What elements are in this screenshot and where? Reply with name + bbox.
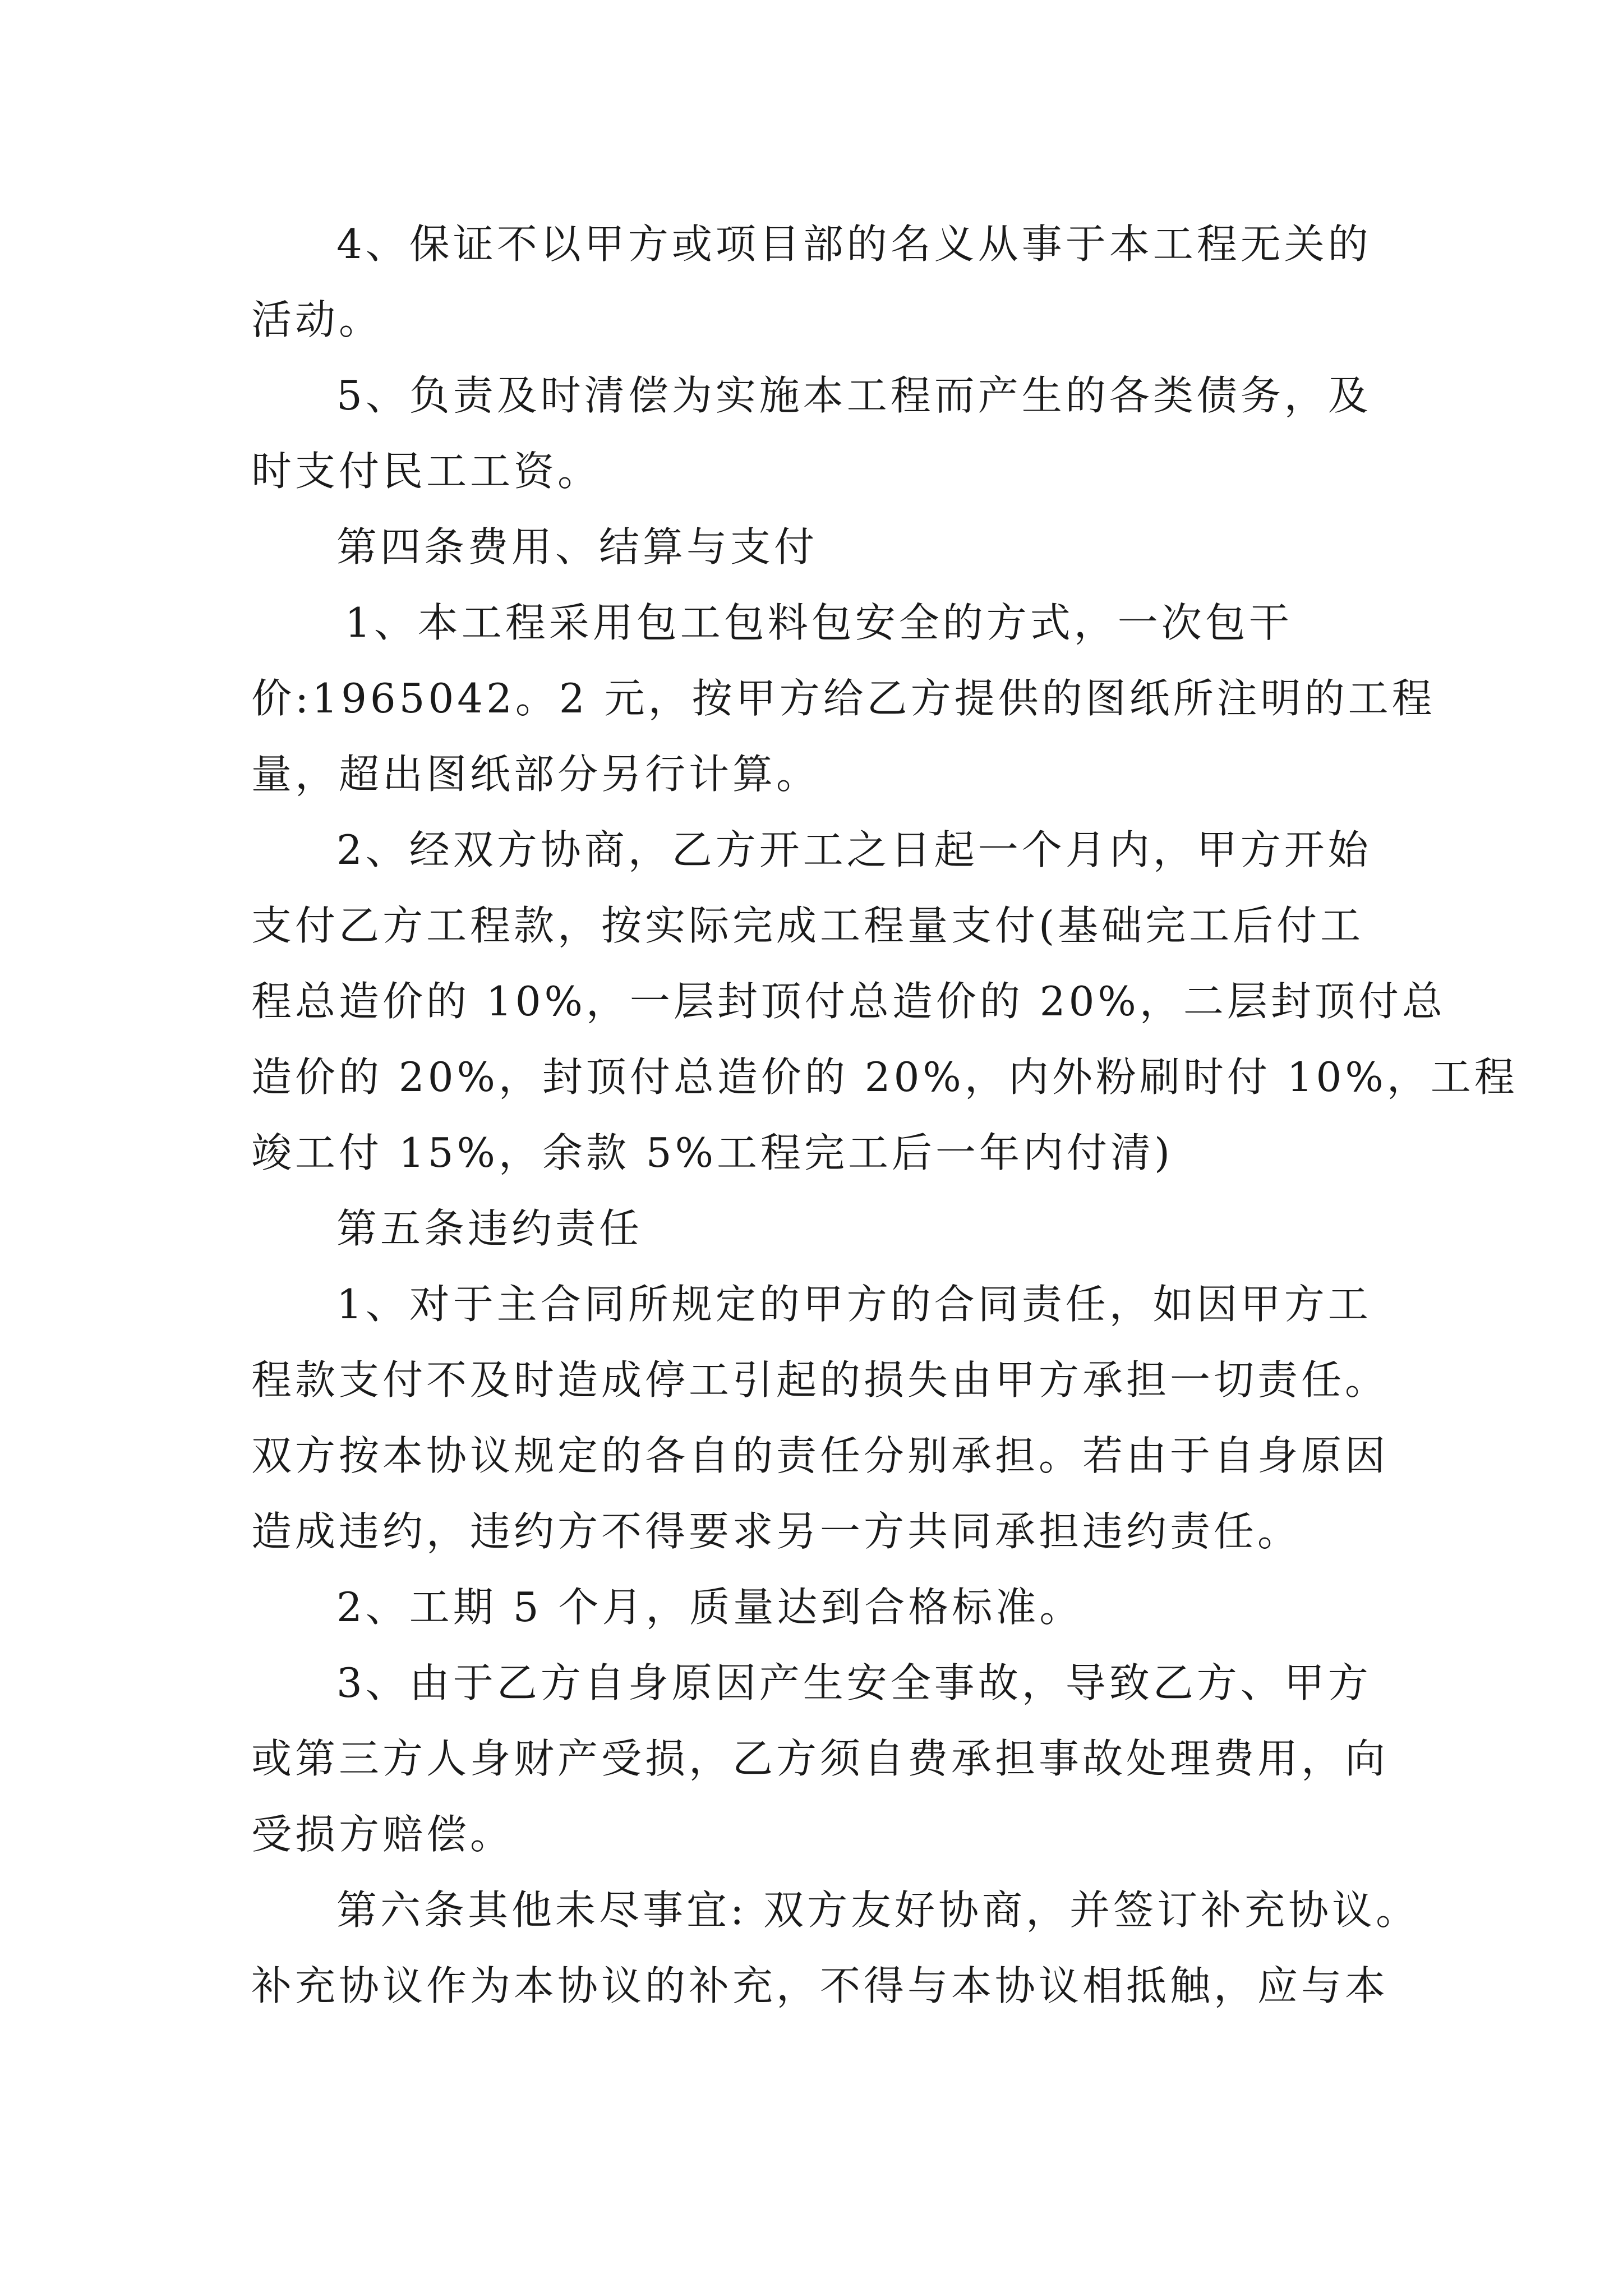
paragraph-line: 程总造价的 10%，一层封顶付总造价的 20%，二层封顶付总	[251, 978, 1446, 1025]
paragraph-line: 3、由于乙方自身原因产生安全事故，导致乙方、甲方	[336, 1659, 1372, 1706]
paragraph-line: 或第三方人身财产受损，乙方须自费承担事故处理费用，向	[251, 1735, 1389, 1782]
paragraph-line: 支付乙方工程款，按实际完成工程量支付(基础完工后付工	[251, 902, 1364, 949]
paragraph-line: 量，超出图纸部分另行计算。	[251, 751, 820, 798]
paragraph-line: 4、保证不以甲方或项目部的名义从事于本工程无关的	[336, 220, 1372, 268]
paragraph-line: 价:1965042。2 元，按甲方给乙方提供的图纸所注明的工程	[251, 675, 1436, 722]
paragraph-line: 2、经双方协商，乙方开工之日起一个月内，甲方开始	[336, 826, 1372, 873]
paragraph-line: 受损方赔偿。	[251, 1811, 514, 1858]
paragraph-line: 程款支付不及时造成停工引起的损失由甲方承担一切责任。	[251, 1356, 1389, 1404]
paragraph-line: 2、工期 5 个月，质量达到合格标准。	[336, 1584, 1083, 1631]
paragraph-line: 5、负责及时清偿为实施本工程而产生的各类债务，及	[336, 372, 1372, 419]
paragraph-line: 造成违约，违约方不得要求另一方共同承担违约责任。	[251, 1508, 1302, 1555]
paragraph-line: 1、对于主合同所规定的甲方的合同责任，如因甲方工	[336, 1281, 1372, 1328]
paragraph-line: 时支付民工工资。	[251, 448, 602, 495]
paragraph-line: 双方按本协议规定的各自的责任分别承担。若由于自身原因	[251, 1432, 1389, 1479]
paragraph-line: 造价的 20%，封顶付总造价的 20%，内外粉刷时付 10%，工程	[251, 1053, 1518, 1101]
paragraph-line: 竣工付 15%，余款 5%工程完工后一年内付清)	[251, 1129, 1174, 1176]
paragraph-line: 补充协议作为本协议的补充，不得与本协议相抵触，应与本	[251, 1962, 1389, 2009]
paragraph-line: 活动。	[251, 296, 383, 343]
section-heading: 第四条费用、结算与支付	[336, 523, 818, 570]
paragraph-line: 1、本工程采用包工包料包安全的方式，一次包干	[345, 599, 1293, 646]
section-heading: 第五条违约责任	[336, 1205, 643, 1252]
section-heading: 第六条其他未尽事宜: 双方友好协商，并签订补充协议。	[336, 1887, 1420, 1934]
